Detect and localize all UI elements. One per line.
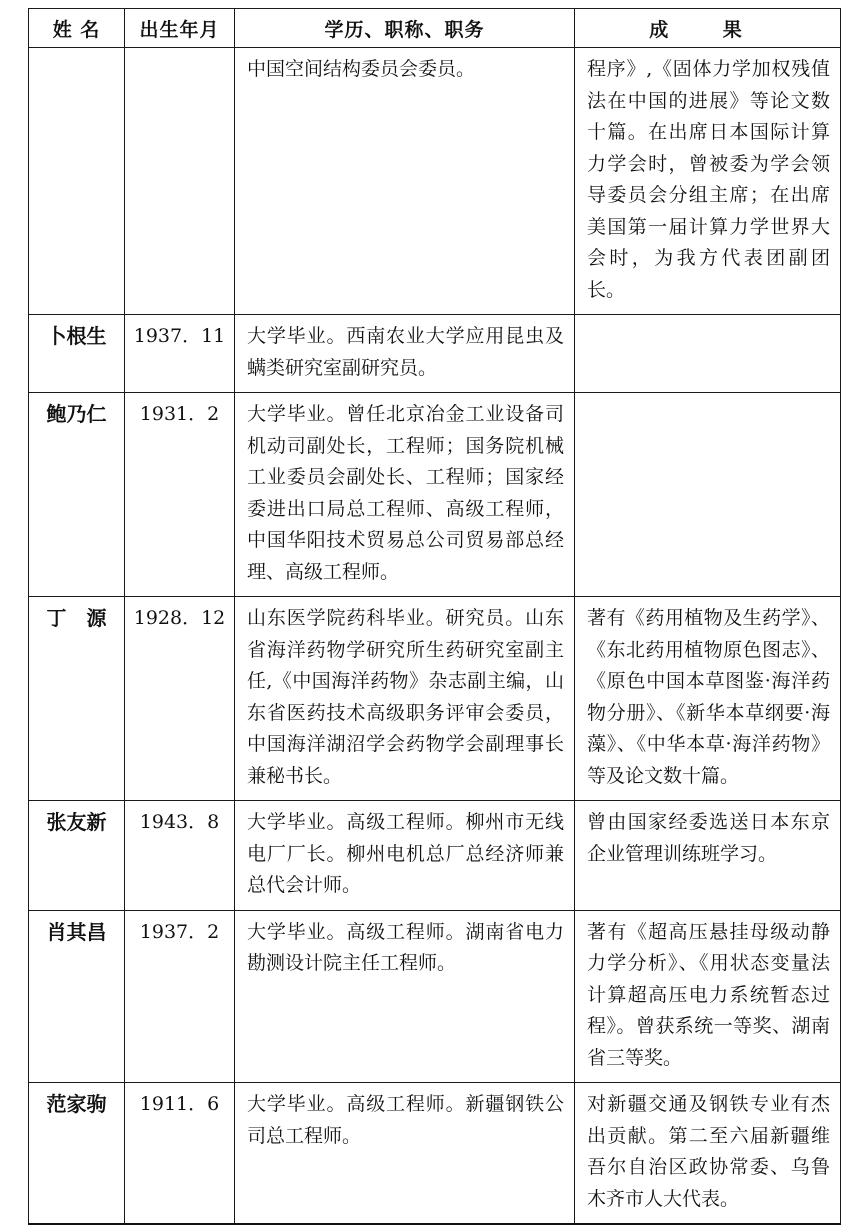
qualification-text: 大学毕业。曾任北京冶金工业设备司机动司副处长，工程师；国务院机械工业委员会副处长、工程师；国家经委进出口局总工程师、高级工程师，中国华阳技术贸易总公司贸易部总经理、高级工程师。 (235, 393, 575, 597)
achievement-text: 曾由国家经委选送日本东京企业管理训练班学习。 (575, 801, 841, 911)
table-row (29, 315, 841, 393)
table-row (29, 48, 841, 315)
achievement-text: 对新疆交通及钢铁专业有杰出贡献。第二至六届新疆维吾尔自治区政协常委、乌鲁木齐市人大代表。 (575, 1083, 841, 1225)
header-name: 姓 名 (29, 9, 125, 48)
achievement-text (575, 315, 841, 393)
table-row (29, 393, 841, 597)
header-achievement: 成 果 (575, 9, 841, 48)
qualification-text: 大学毕业。高级工程师。新疆钢铁公司总工程师。 (235, 1083, 575, 1225)
biography-table-page (28, 8, 840, 1225)
birth-date: 1911．6 (125, 1083, 235, 1225)
birth-date: 1937．11 (125, 315, 235, 393)
birth-date: 1931．2 (125, 393, 235, 597)
birth-date (125, 48, 235, 315)
header-qualification: 学历、职称、职务 (235, 9, 575, 48)
person-name (29, 48, 125, 315)
table-header (29, 9, 841, 48)
achievement-text (575, 393, 841, 597)
achievement-text: 程序》,《固体力学加权残值法在中国的进展》等论文数十篇。在出席日本国际计算力学会时，曾被委为学会领导委员会分组主席；在出席美国第一届计算力学世界大会时，为我方代表团副团长。 (575, 48, 841, 315)
person-name: 张友新 (29, 801, 125, 911)
qualification-text: 大学毕业。西南农业大学应用昆虫及螨类研究室副研究员。 (235, 315, 575, 393)
person-name: 卜根生 (29, 315, 125, 393)
table-body (29, 48, 841, 1225)
biography-table (28, 8, 841, 1225)
qualification-text: 山东医学院药科毕业。研究员。山东省海洋药物学研究所生药研究室副主任,《中国海洋药物》杂志副主编，山东省医药技术高级职务评审会委员，中国海洋湖沼学会药物学会副理事长兼秘书长。 (235, 597, 575, 801)
achievement-text: 著有《药用植物及生药学》、《东北药用植物原色图志》、《原色中国本草图鉴·海洋药物分册》、《新华本草纲要·海藻》、《中华本草·海洋药物》等及论文数十篇。 (575, 597, 841, 801)
header-birth: 出生年月 (125, 9, 235, 48)
birth-date: 1928．12 (125, 597, 235, 801)
birth-date: 1943．8 (125, 801, 235, 911)
qualification-text: 大学毕业。高级工程师。柳州市无线电厂厂长。柳州电机总厂总经济师兼总代会计师。 (235, 801, 575, 911)
table-row (29, 597, 841, 801)
person-name: 范家驹 (29, 1083, 125, 1225)
achievement-text: 著有《超高压悬挂母级动静力学分析》、《用状态变量法计算超高压电力系统暂态过程》。曾获系统一等奖、湖南省三等奖。 (575, 910, 841, 1083)
qualification-text: 大学毕业。高级工程师。湖南省电力勘测设计院主任工程师。 (235, 910, 575, 1083)
person-name: 鲍乃仁 (29, 393, 125, 597)
qualification-text: 中国空间结构委员会委员。 (235, 48, 575, 315)
person-name: 肖其昌 (29, 910, 125, 1083)
person-name: 丁 源 (29, 597, 125, 801)
table-row (29, 801, 841, 911)
birth-date: 1937．2 (125, 910, 235, 1083)
table-row (29, 910, 841, 1083)
header-row (29, 9, 841, 48)
table-row (29, 1083, 841, 1225)
